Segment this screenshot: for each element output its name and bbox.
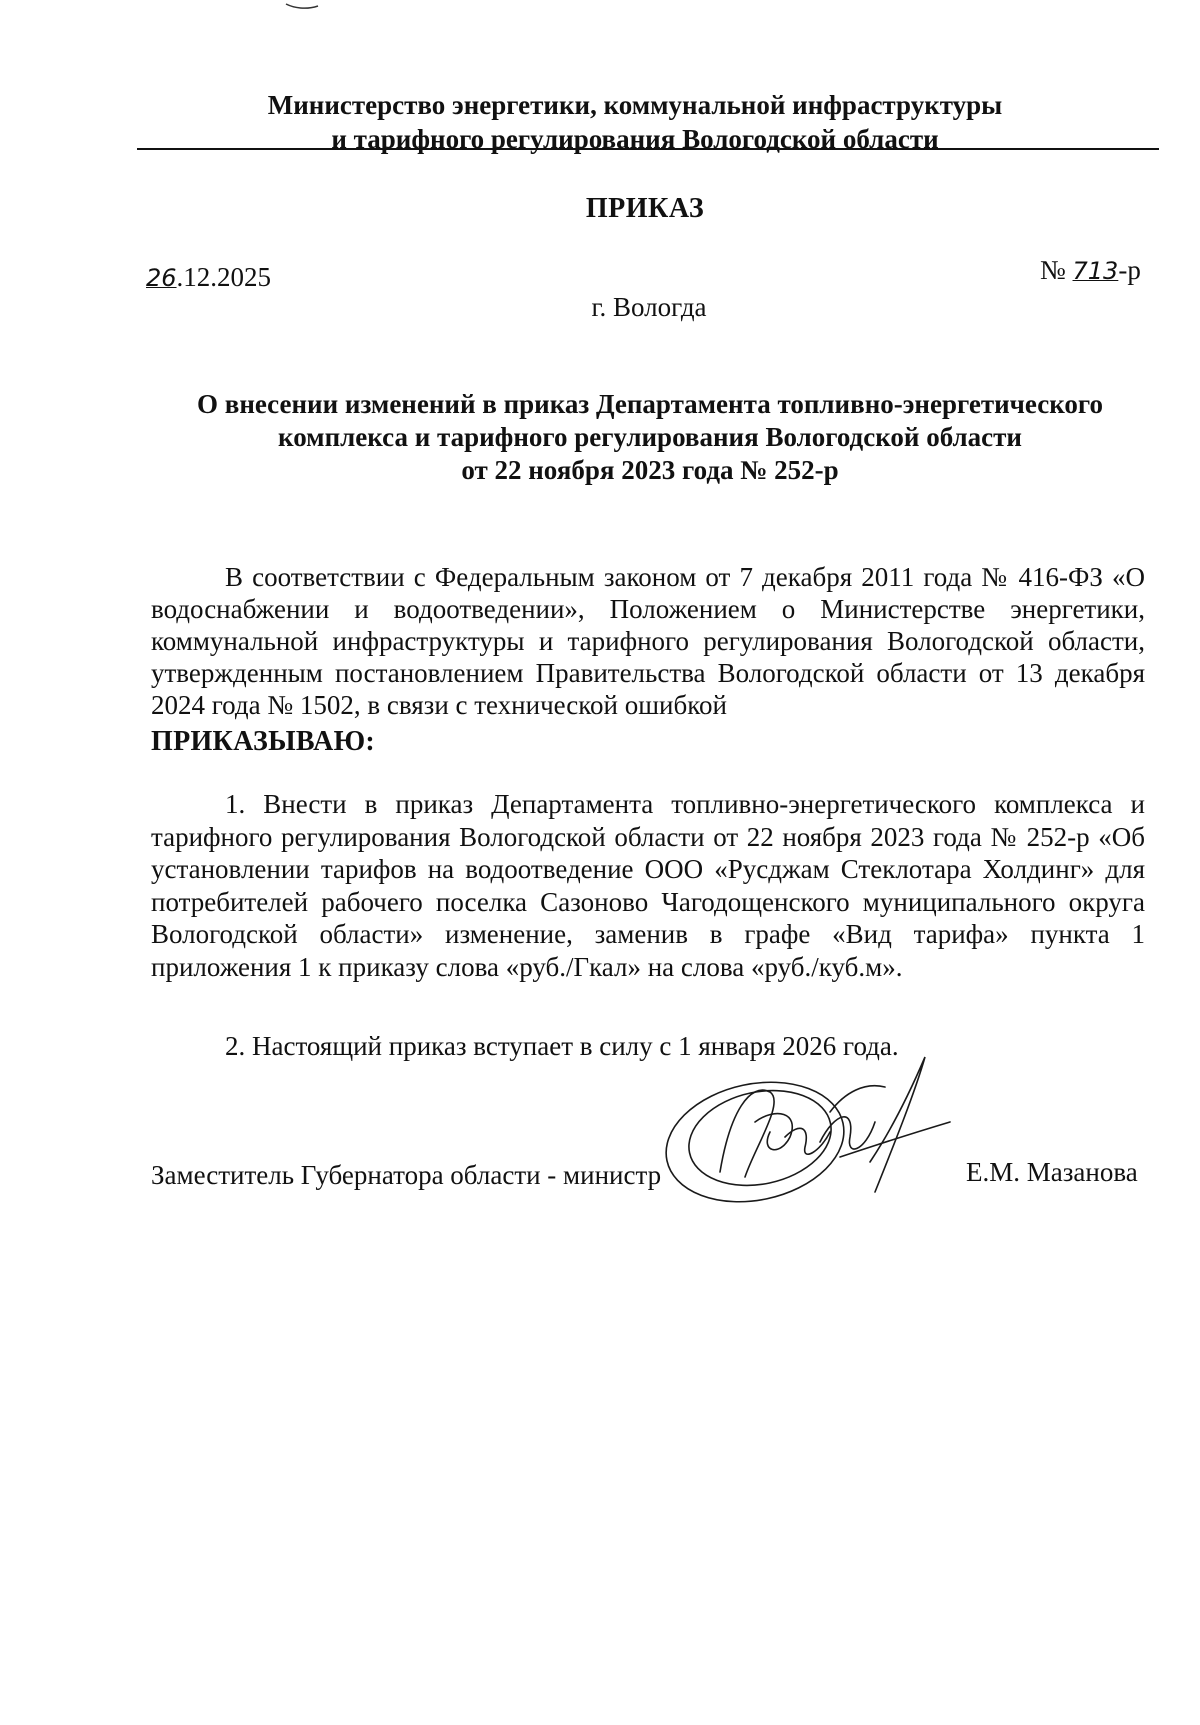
number-handwritten: 713 [1072, 257, 1119, 285]
organization-header [130, 88, 1140, 156]
date-day-handwritten: 26 [146, 264, 177, 292]
number-prefix: № [1040, 255, 1073, 285]
title-line-2: комплекса и тарифного регулирования Вологодской области [278, 422, 1022, 452]
signatory-position: Заместитель Губернатора области - министр [151, 1160, 662, 1190]
order-item-2: 2. Настоящий приказ вступает в силу с 1 января 2026 года. [225, 1031, 899, 1061]
order-item-1: 1. Внести в приказ Департамента топливно-энергетического комплекса и тарифного регулирования Вологодской области от 22 ноября 2023 года № 252-р «Об установлении тарифов на водоотведение ООО «Русджам Стеклотара Холдинг» для потребителей рабочего поселка Сазоново Чагодощенского муниципального округа Вологодской области» изменение, заменив в графе «Вид тарифа» пункта 1 приложения 1 к приказу слова «руб./Гкал» на слова «руб./куб.м». [151, 789, 1145, 982]
preamble-paragraph: В соответствии с Федеральным законом от 7 декабря 2011 года № 416-ФЗ «О водоснабжении и водоотведении», Положением о Министерстве энергетики, коммунальной инфраструктуры и тарифного регулирования Вологодской области, утвержденным постановлением Правительства Вологодской области от 13 декабря 2024 года № 1502, в связи с технической ошибкой [151, 562, 1145, 720]
title-line-3: от 22 ноября 2023 года № 252-р [461, 455, 839, 485]
organization-line-1: Министерство энергетики, коммунальной инфраструктуры [267, 90, 1003, 120]
document-number [1040, 255, 1141, 286]
handwritten-signature [660, 1052, 960, 1212]
title-line-1: О внесении изменений в приказ Департамента топливно-энергетического [196, 389, 1103, 419]
date-month-year: .12.2025 [176, 262, 272, 292]
document-title [130, 388, 1170, 487]
scan-artifact-mark [284, 0, 324, 14]
document-type: ПРИКАЗ [585, 193, 705, 224]
order-directive: ПРИКАЗЫВАЮ: [151, 726, 376, 757]
document-city: г. Вологда [591, 292, 707, 322]
number-suffix: -р [1118, 255, 1141, 285]
header-divider [137, 148, 1159, 150]
document-date [146, 262, 271, 293]
organization-line-2: и тарифного регулирования Вологодской области [331, 124, 939, 154]
signatory-name: Е.М. Мазанова [966, 1157, 1138, 1187]
